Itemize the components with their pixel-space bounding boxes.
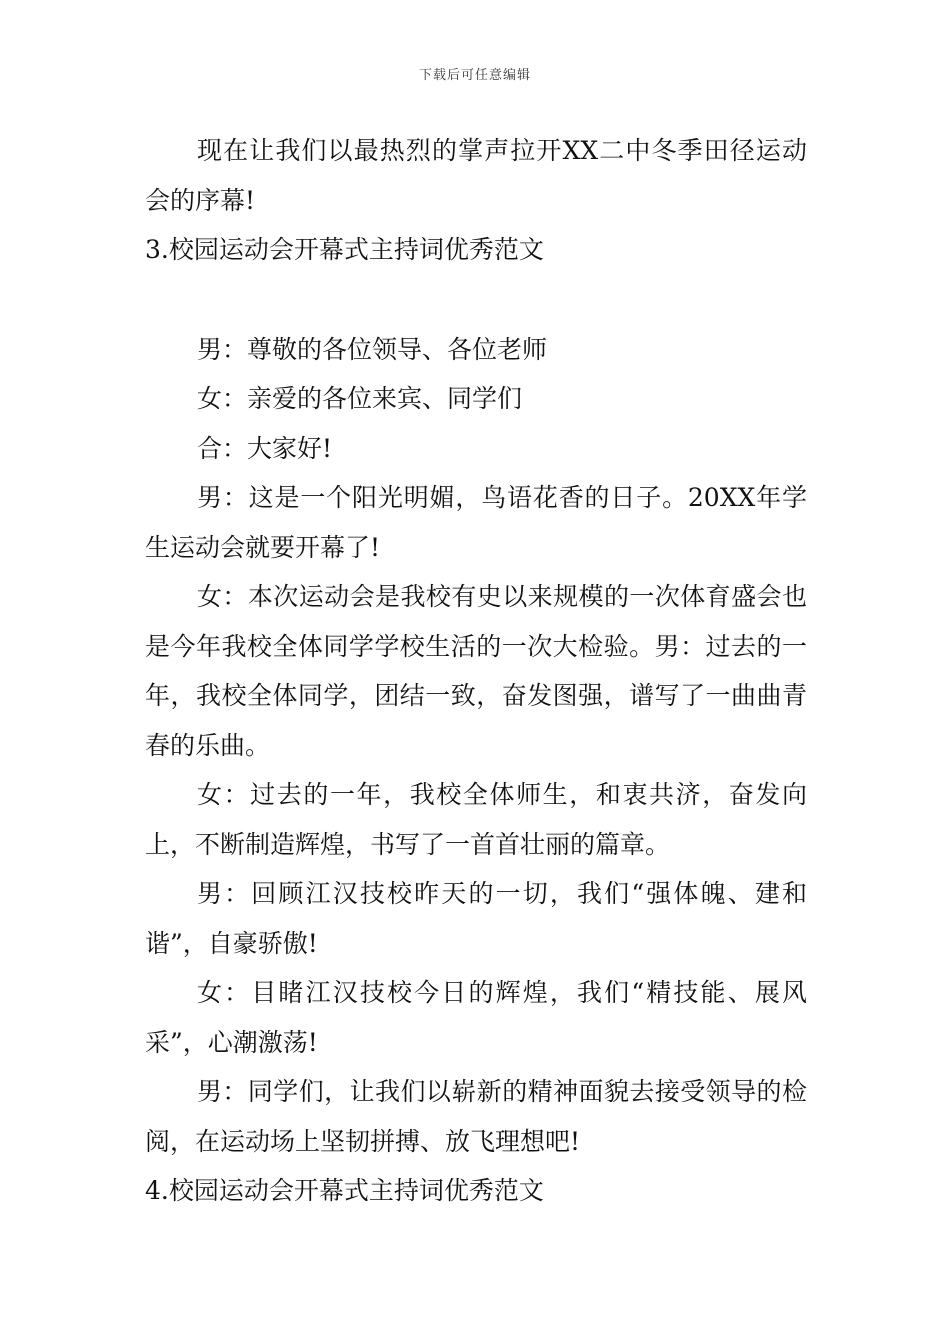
paragraph-male-students: 男：同学们，让我们以崭新的精神面貌去接受领导的检阅，在运动场上坚韧拼搏、放飞理想吧! xyxy=(145,1077,807,1156)
paragraph-male-review: 男：回顾江汉技校昨天的一切，我们“强体魄、建和谐”，自豪骄傲! xyxy=(145,879,807,958)
document-body xyxy=(145,126,807,1216)
paragraph-female-past-year: 女：过去的一年，我校全体师生，和衷共济，奋发向上，不断制造辉煌，书写了一首首壮丽的篇章。 xyxy=(145,780,807,859)
paragraph-female-greeting: 女：亲爱的各位来宾、同学们 xyxy=(197,384,523,413)
page-header-note: 下载后可任意编辑 xyxy=(418,68,531,83)
paragraph-female-sports-event: 女：本次运动会是我校有史以来规模的一次体育盛会也是今年我校全体同学学校生活的一次大检验。男：过去的一年，我校全体同学，团结一致，奋发图强，谱写了一曲曲青春的乐曲。 xyxy=(145,582,807,760)
section-heading-3: 3.校园运动会开幕式主持词优秀范文 xyxy=(145,235,544,264)
paragraph-female-glory: 女：目睹江汉技校今日的辉煌，我们“精技能、展风采”，心潮激荡! xyxy=(145,978,807,1057)
paragraph-opening-closing: 现在让我们以最热烈的掌声拉开XX二中冬季田径运动会的序幕! xyxy=(145,136,807,215)
section-heading-4: 4.校园运动会开幕式主持词优秀范文 xyxy=(145,1176,544,1205)
paragraph-together-greeting: 合：大家好! xyxy=(197,433,333,463)
blank-line xyxy=(145,275,807,325)
paragraph-male-greeting: 男：尊敬的各位领导、各位老师 xyxy=(197,334,548,364)
paragraph-male-sunny-day: 男：这是一个阳光明媚，鸟语花香的日子。20XX年学生运动会就要开幕了! xyxy=(145,483,807,562)
